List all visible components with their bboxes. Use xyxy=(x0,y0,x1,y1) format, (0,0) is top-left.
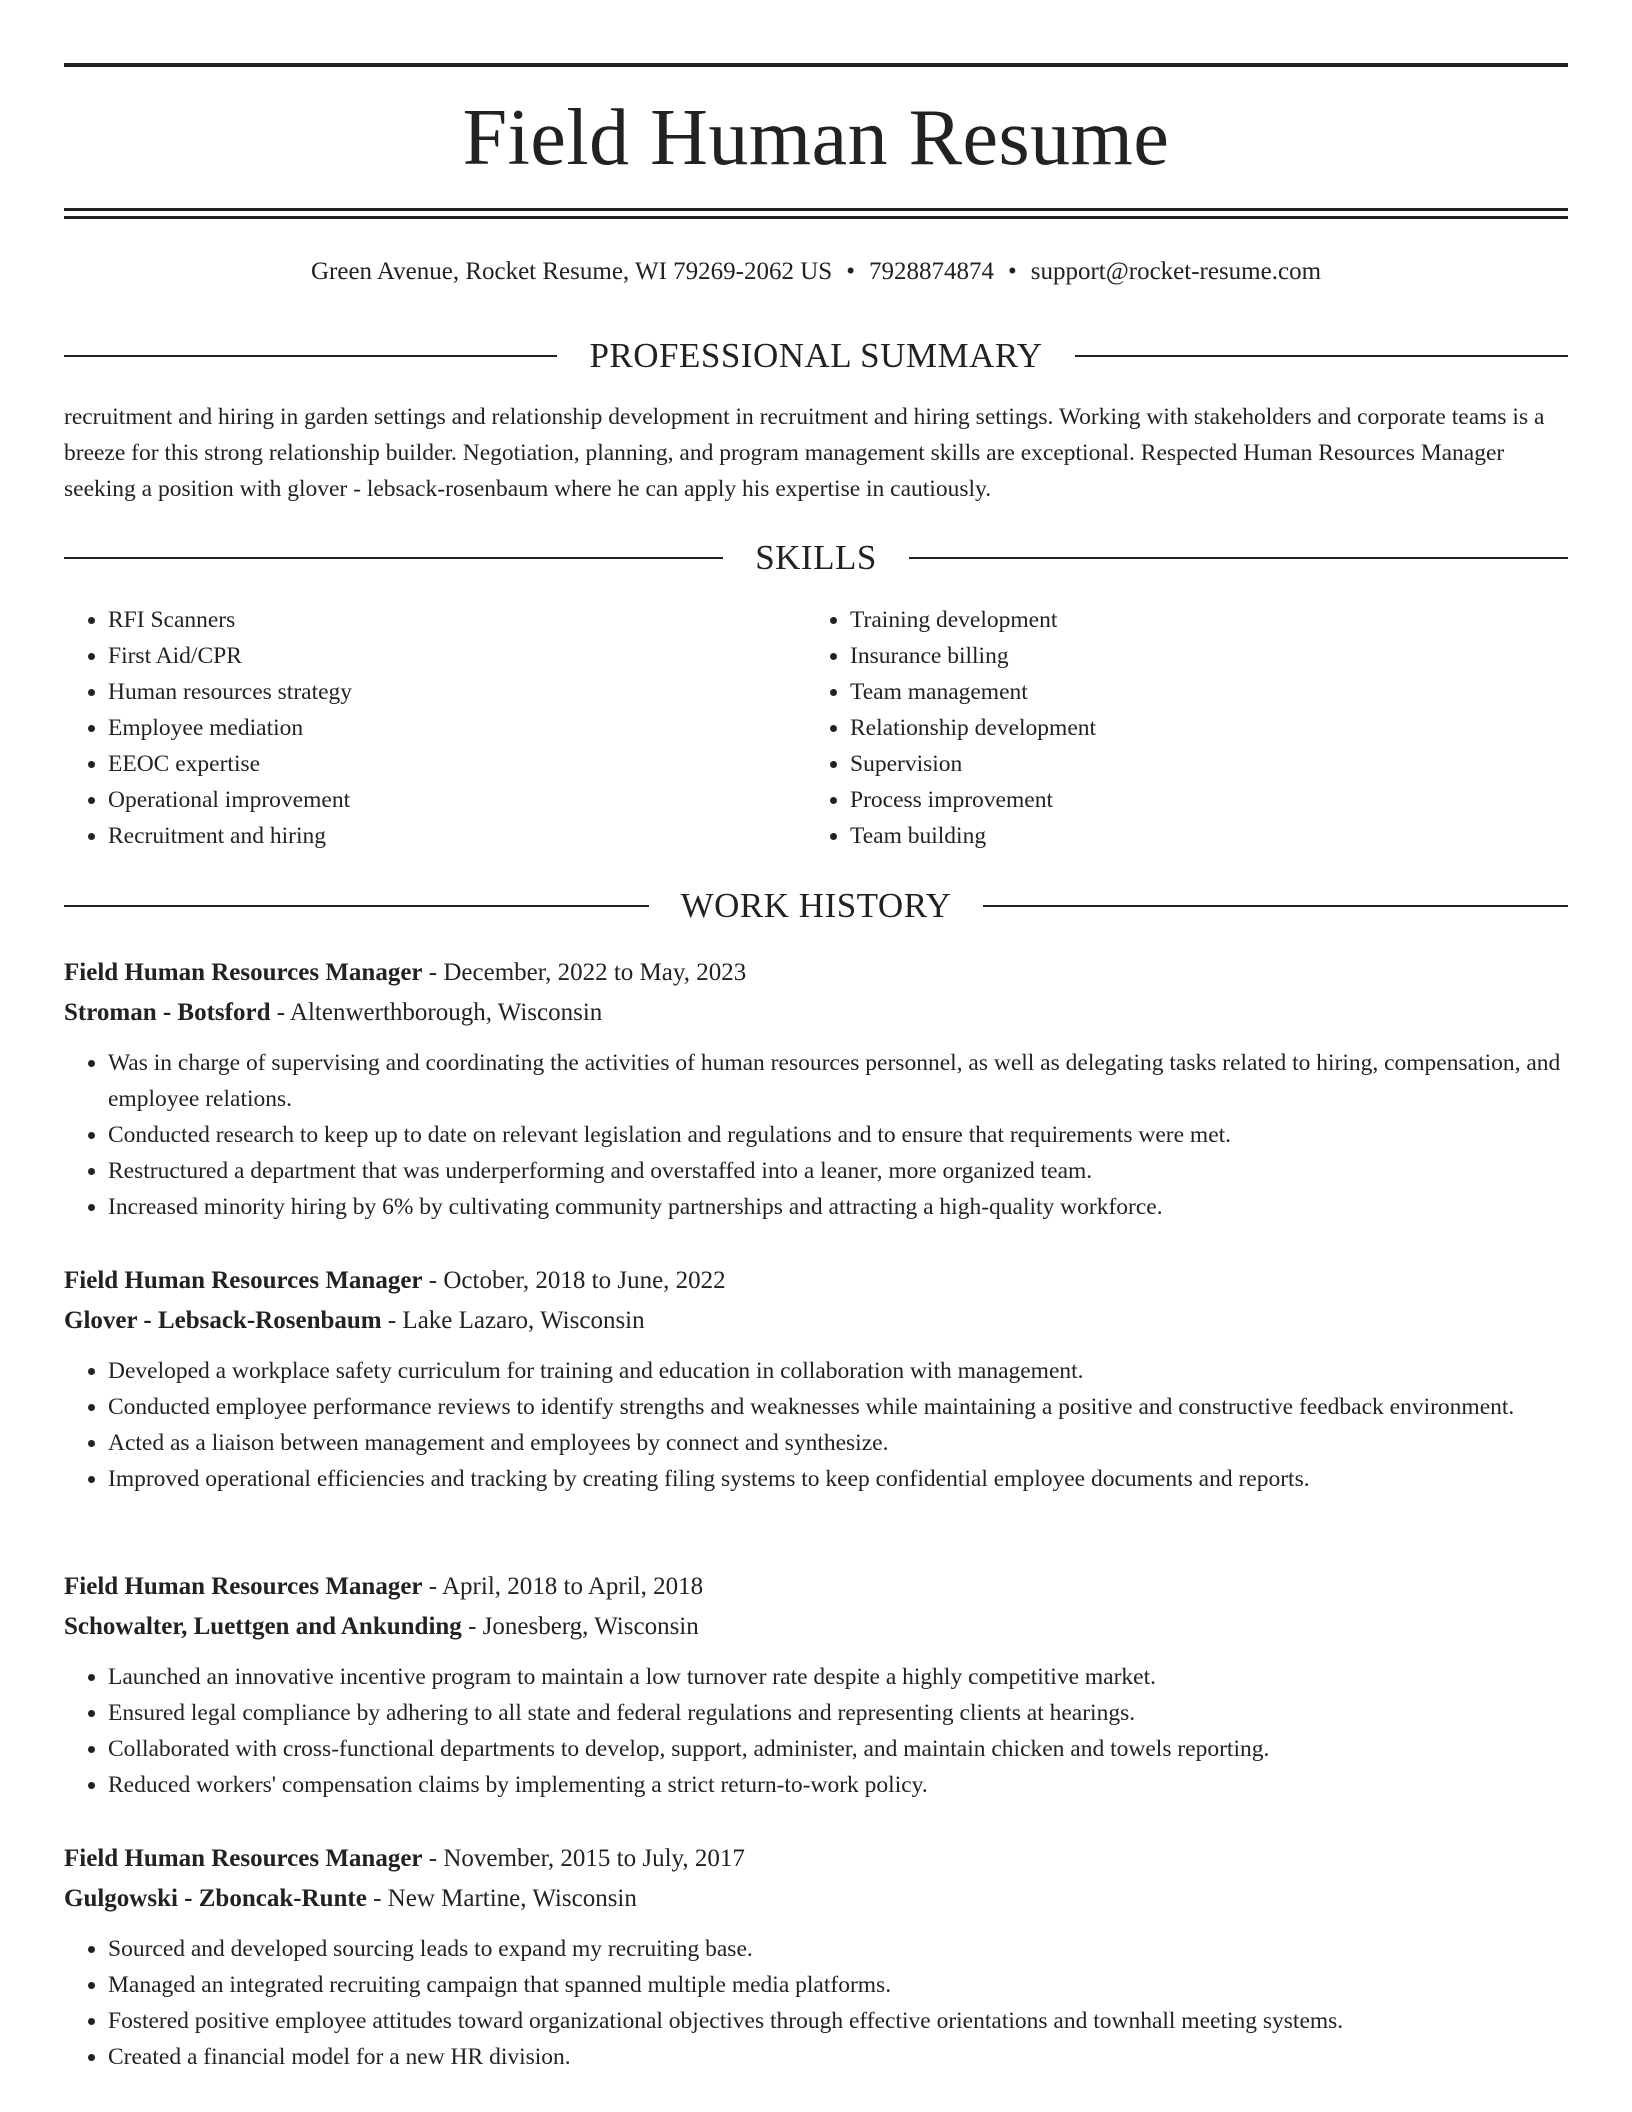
section-rule-left xyxy=(64,355,557,357)
job-location: - Altenwerthborough, Wisconsin xyxy=(270,999,603,1026)
contact-line xyxy=(64,254,1568,290)
skills-column-left xyxy=(64,602,806,854)
job-bullet: • Increased minority hiring by 6% by cultivating community partnerships and attracting a high-quality workforce. xyxy=(108,1189,1568,1225)
job-bullet: • Developed a workplace safety curriculum for training and education in collaboration with management. xyxy=(108,1353,1568,1389)
section-heading-summary xyxy=(64,336,1568,376)
job-company-line xyxy=(64,1301,1568,1341)
header-top-rule xyxy=(64,63,1568,67)
job-company-line xyxy=(64,993,1568,1033)
job-company-line xyxy=(64,1879,1568,1919)
job-bullet: • Managed an integrated recruiting campaign that spanned multiple media platforms. xyxy=(108,1967,1568,2003)
job-bullet: • Collaborated with cross-functional departments to develop, support, administer, and maintain chicken and towels reporting. xyxy=(108,1731,1568,1767)
section-rule-left xyxy=(64,905,649,907)
job-title-line xyxy=(64,953,1568,993)
section-rule-right xyxy=(909,557,1568,559)
skills-column-right xyxy=(806,602,1548,854)
job-company-line xyxy=(64,1607,1568,1647)
job-dates: - December, 2022 to May, 2023 xyxy=(422,959,747,986)
contact-separator: • xyxy=(846,258,855,285)
skill-item: • EEOC expertise xyxy=(108,746,806,782)
job-entry xyxy=(64,1839,1568,2075)
skill-item: • Employee mediation xyxy=(108,710,806,746)
job-entry xyxy=(64,1261,1568,1497)
section-rule-right xyxy=(1075,355,1568,357)
section-rule-left xyxy=(64,557,723,559)
job-bullet: • Acted as a liaison between management and employees by connect and synthesize. xyxy=(108,1425,1568,1461)
section-rule-right xyxy=(983,905,1568,907)
job-dates: - April, 2018 to April, 2018 xyxy=(422,1573,704,1600)
job-bullets xyxy=(64,1353,1568,1497)
skill-item: • First Aid/CPR xyxy=(108,638,806,674)
skills-list xyxy=(64,602,1568,854)
job-bullets xyxy=(64,1931,1568,2075)
job-bullet: • Restructured a department that was underperforming and overstaffed into a leaner, more organized team. xyxy=(108,1153,1568,1189)
section-title-work-history: WORK HISTORY xyxy=(680,886,952,925)
skill-item: • Human resources strategy xyxy=(108,674,806,710)
job-title-line xyxy=(64,1567,1568,1607)
job-title: Field Human Resources Manager xyxy=(64,1573,423,1600)
job-title: Field Human Resources Manager xyxy=(64,1267,423,1294)
job-company: Schowalter, Luettgen and Ankunding xyxy=(64,1613,462,1640)
job-bullet: • Was in charge of supervising and coordinating the activities of human resources personnel, as well as delegating tasks related to hiring, compensation, and employee relations. xyxy=(108,1045,1568,1117)
skill-item: • Supervision xyxy=(850,746,1548,782)
job-company: Glover - Lebsack-Rosenbaum xyxy=(64,1307,382,1334)
job-bullets xyxy=(64,1659,1568,1803)
skill-item: • Operational improvement xyxy=(108,782,806,818)
job-location: - Lake Lazaro, Wisconsin xyxy=(381,1307,645,1334)
job-bullet: • Conducted employee performance reviews to identify strengths and weaknesses while maintaining a positive and constructive feedback environment. xyxy=(108,1389,1568,1425)
skill-item: • Insurance billing xyxy=(850,638,1548,674)
job-bullet: • Launched an innovative incentive program to maintain a low turnover rate despite a highly competitive market. xyxy=(108,1659,1568,1695)
professional-summary-text: recruitment and hiring in garden settings and relationship development in recruitment and hiring settings. Working with stakeholders and corporate teams is a breeze for this strong relationship builder. Negotiation, planning, and program management skills are exceptional. Respected Human Resources Manager seeking a position with glover - lebsack-rosenbaum where he can apply his expertise in cautiously. xyxy=(64,404,1545,502)
header-double-rule-upper xyxy=(64,208,1568,211)
contact-address: Green Avenue, Rocket Resume, WI 79269-2062 US xyxy=(310,258,833,285)
skill-item: • Relationship development xyxy=(850,710,1548,746)
contact-email[interactable]: support@rocket-resume.com xyxy=(1030,258,1322,285)
header-double-rule-lower xyxy=(64,216,1568,219)
job-title-line xyxy=(64,1261,1568,1301)
job-bullet: • Conducted research to keep up to date on relevant legislation and regulations and to ensure that requirements were met. xyxy=(108,1117,1568,1153)
skill-item: • Process improvement xyxy=(850,782,1548,818)
job-entry xyxy=(64,1567,1568,1803)
contact-separator: • xyxy=(1007,258,1017,285)
section-heading-work-history xyxy=(64,886,1568,926)
job-title: Field Human Resources Manager xyxy=(64,1845,423,1872)
job-location: - Jonesberg, Wisconsin xyxy=(461,1613,699,1640)
job-dates: - October, 2018 to June, 2022 xyxy=(422,1267,726,1294)
job-bullets xyxy=(64,1045,1568,1225)
section-title-skills: SKILLS xyxy=(755,538,877,577)
resume-name: Field Human Resume xyxy=(462,94,1170,182)
job-dates: - November, 2015 to July, 2017 xyxy=(422,1845,745,1872)
skill-item: • Team building xyxy=(850,818,1548,854)
job-bullet: • Ensured legal compliance by adhering to all state and federal regulations and representing clients at hearings. xyxy=(108,1695,1568,1731)
job-company: Gulgowski - Zboncak-Runte xyxy=(64,1885,367,1912)
job-bullet: • Improved operational efficiencies and tracking by creating filing systems to keep confidential employee documents and reports. xyxy=(108,1461,1568,1497)
job-bullet: • Fostered positive employee attitudes toward organizational objectives through effective orientations and townhall meeting systems. xyxy=(108,2003,1568,2039)
section-title-summary: PROFESSIONAL SUMMARY xyxy=(589,336,1043,375)
skill-item: • Training development xyxy=(850,602,1548,638)
job-title: Field Human Resources Manager xyxy=(64,959,423,986)
job-bullet: • Sourced and developed sourcing leads to expand my recruiting base. xyxy=(108,1931,1568,1967)
job-title-line xyxy=(64,1839,1568,1879)
job-company: Stroman - Botsford xyxy=(64,999,271,1026)
skill-item: • Recruitment and hiring xyxy=(108,818,806,854)
job-entry xyxy=(64,953,1568,1225)
job-bullet: • Reduced workers' compensation claims by implementing a strict return-to-work policy. xyxy=(108,1767,1568,1803)
job-bullet: • Created a financial model for a new HR division. xyxy=(108,2039,1568,2075)
section-heading-skills xyxy=(64,538,1568,578)
contact-phone: 7928874874 xyxy=(868,258,994,285)
skill-item: • Team management xyxy=(850,674,1548,710)
skill-item: • RFI Scanners xyxy=(108,602,806,638)
job-location: - New Martine, Wisconsin xyxy=(366,1885,637,1912)
